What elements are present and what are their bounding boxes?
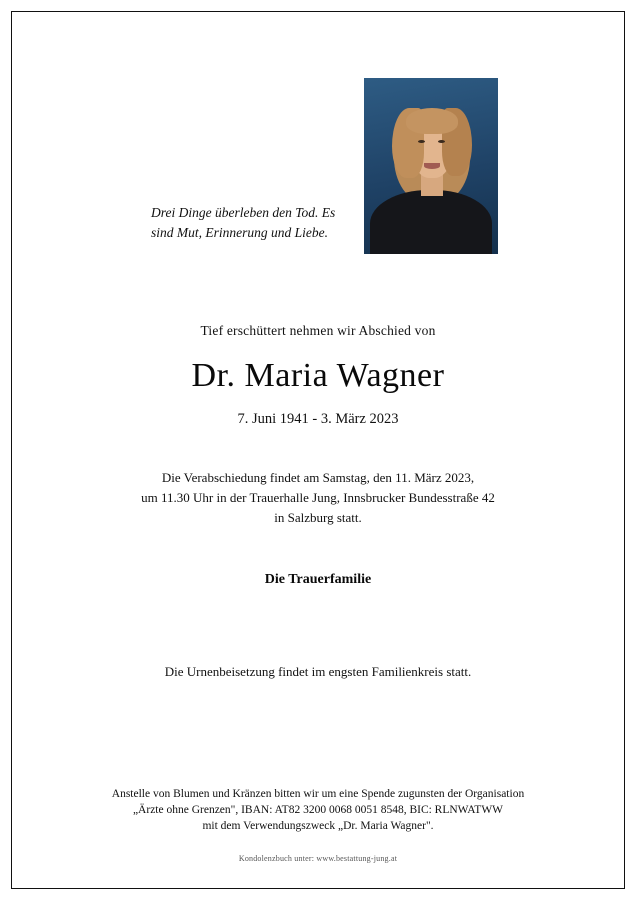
deceased-name: Dr. Maria Wagner [191, 357, 445, 394]
donation-line-3: mit dem Verwendungszweck „Dr. Maria Wagner". [202, 820, 434, 832]
ceremony-line-3: in Salzburg statt. [274, 510, 362, 525]
portrait-mouth [424, 163, 440, 169]
portrait-photo [364, 78, 498, 254]
portrait-fringe [406, 108, 458, 134]
card-content [11, 11, 625, 889]
donation-line-1: Anstelle von Blumen und Kränzen bitten wir um eine Spende zugunsten der Organisation [111, 788, 525, 800]
memorial-quote: Drei Dinge überleben den Tod. Es sind Mut, Erinnerung und Liebe. [151, 205, 336, 240]
ceremony-line-2: um 11.30 Uhr in der Trauerhalle Jung, Innsbrucker Bundesstraße 42 [141, 490, 495, 505]
portrait-eye-left [418, 140, 425, 143]
portrait-shoulders [370, 190, 492, 254]
card-footer [11, 786, 625, 863]
ceremony-details [11, 468, 625, 528]
portrait-eye-right [438, 140, 445, 143]
mourning-family: Die Trauerfamilie [264, 572, 372, 587]
main-text-block [11, 323, 625, 680]
condolence-credit: Kondolenzbuch unter: www.bestattung-jung.at [238, 854, 398, 863]
intro-line: Tief erschüttert nehmen wir Abschied von [200, 323, 436, 338]
burial-note: Die Urnenbeisetzung findet im engsten Familienkreis statt. [164, 664, 472, 679]
ceremony-line-1: Die Verabschiedung findet am Samstag, den 11. März 2023, [161, 470, 475, 485]
life-dates: 7. Juni 1941 - 3. März 2023 [237, 411, 399, 427]
donation-line-2: „Ärzte ohne Grenzen", IBAN: AT82 3200 0068 0051 8548, BIC: RLNWATWW [132, 804, 504, 816]
donation-note [11, 786, 625, 834]
